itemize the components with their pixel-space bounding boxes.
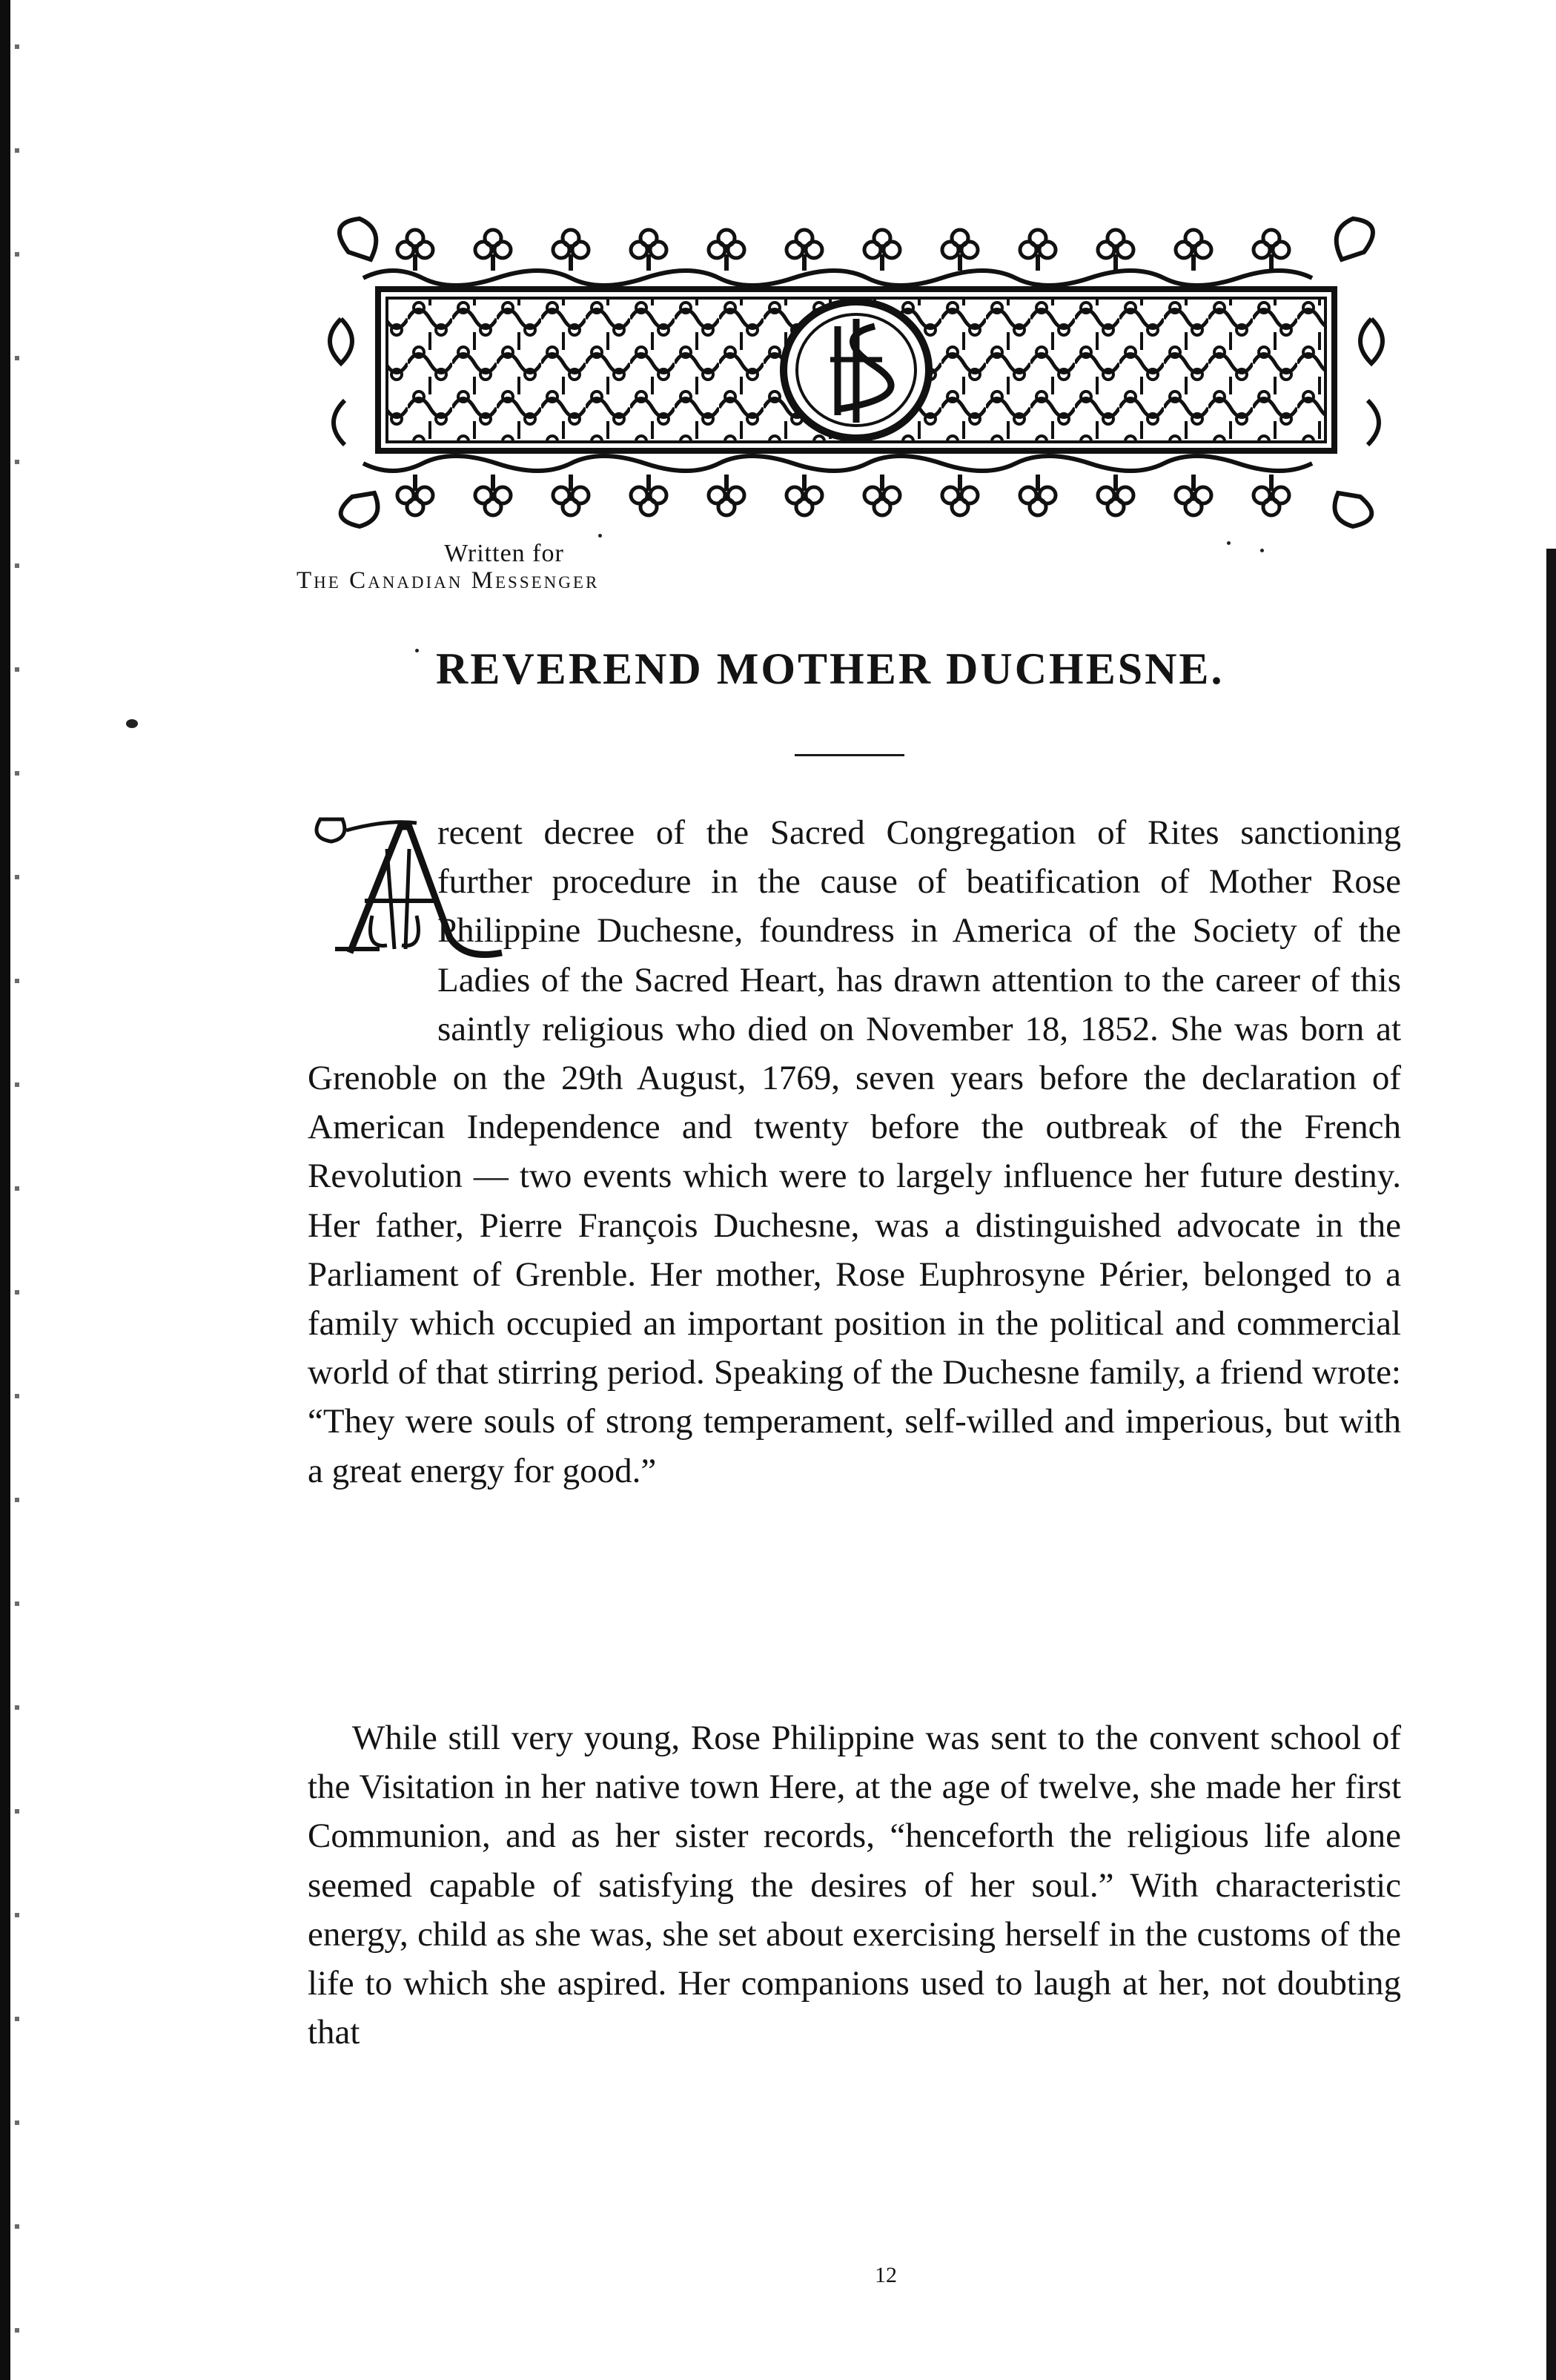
paragraph-1-text: recent decree of the Sacred Congregation of Rites sanctioning further procedure in the cause of beatification of Mother Rose Philippine Duchesne, foundress in America of the Society of the Ladies of the Sacred Heart, has drawn attention to the career of this saintly religious who died on November 18, 1852. She was born at Grenoble on the 29th August, 1769, seven years before the declaration of American Independence and twenty before the outbreak of the French Revolution — two events which were to largely influence her future destiny. Her father, Pierre François Duchesne, was a distinguished advocate in the Parliament of Grenble. Her mother, Rose Euphrosyne Périer, belonged to a family which occupied an important position in the political and commercial world of that stirring period. Speaking of the Duchesne family, a friend wrote: “They were souls of strong temperament, self-willed and imperious, but with a great energy for good.” bbox=[308, 813, 1401, 1490]
scan-left-edge bbox=[0, 0, 10, 2380]
ornamental-headpiece bbox=[319, 208, 1394, 538]
ink-speck bbox=[415, 649, 419, 652]
publication-name: The Canadian Messenger bbox=[297, 567, 600, 594]
page-number: 12 bbox=[875, 2263, 897, 2287]
title-rule bbox=[795, 754, 904, 756]
ink-speck bbox=[1227, 541, 1231, 545]
drop-cap-space bbox=[308, 808, 437, 1005]
ink-speck bbox=[598, 534, 602, 538]
article-title: REVEREND MOTHER DUCHESNE. bbox=[436, 644, 1225, 693]
scan-right-edge bbox=[1546, 549, 1556, 2380]
scan-left-marks bbox=[15, 0, 19, 2380]
ink-speck bbox=[1260, 549, 1264, 552]
paragraph-2: While still very young, Rose Philippine was sent to the convent school of the Visitation in her native town Here, at the age of twelve, she made her first Communion, and as her sister records, “henceforth the religious life alone seemed capable of satisfying the desires of her soul.” With characteristic energy, child as she was, she set about exercising herself in the customs of the life to which she aspired. Her companions used to laugh at her, not doubting that bbox=[308, 1719, 1401, 2052]
paragraph-1 bbox=[308, 808, 1401, 1495]
ink-speck bbox=[126, 719, 138, 728]
written-for-label: Written for bbox=[444, 540, 564, 567]
